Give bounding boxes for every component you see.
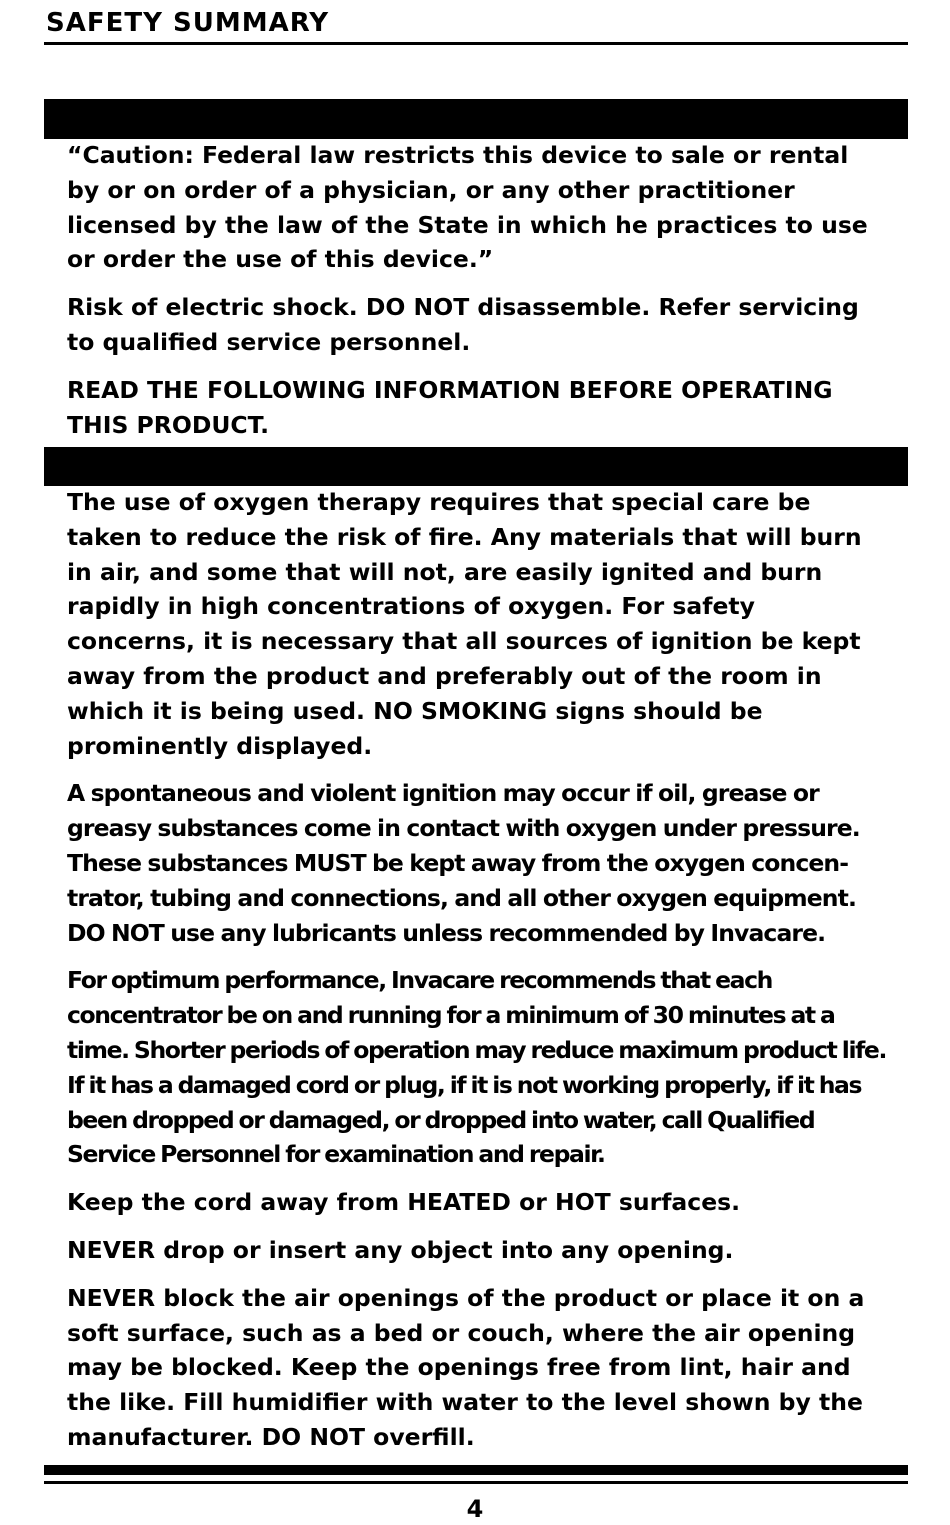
performance-paragraph: For optimum performance, Invacare recommends that each concentrator be on and running for a minimum of 30 minutes at a time. Shorter periods of operation may reduce maximum product life. If it has a damaged cord or plug, if it is not working properly, if it has been dropped or damaged, or dropped into water, call Qualified Service Personnel for examination and repair. <box>67 966 886 1169</box>
ignition-lubricant-paragraph: A spontaneous and violent ignition may occur if oil, grease or greasy substances come in contact with oxygen under pressure. These substances MUST be kept away from the oxygen concen-trator, tubing and connections, and all other oxygen equipment. DO NOT use any lubricants unless recommended by Invacare. <box>67 779 860 947</box>
air-openings-paragraph: NEVER block the air openings of the product or place it on a soft surface, such as a bed or couch, where the air opening may be blocked. Keep the openings free from lint, hair and the like. Fill humidifier with water to the level shown by the manufacturer. DO NOT overfill. <box>67 1283 865 1451</box>
read-before-operating: READ THE FOLLOWING INFORMATION BEFORE OPERATING THIS PRODUCT. <box>67 375 833 439</box>
federal-law-caution: “Caution: Federal law restricts this device to sale or rental by or on order of a physician, or any other practitioner licensed by the law of the State in which he practices to use or order the use of this device.” <box>67 141 868 274</box>
header-rule <box>44 42 908 45</box>
fire-risk-paragraph: The use of oxygen therapy requires that special care be taken to reduce the risk of fire. Any materials that will burn in air, and some that will not, are easily ignited and burn rapidly in high concentrations of oxygen. For safety concerns, it is necessary that all sources of ignition be kept away from the product and preferably out of the room in which it is being used. NO SMOKING signs should be prominently displayed. <box>67 488 862 760</box>
oxygen-safety-section <box>67 485 887 1455</box>
page-header-title: SAFETY SUMMARY <box>46 8 330 38</box>
insert-object-paragraph: NEVER drop or insert any object into any opening. <box>67 1235 734 1264</box>
footer-rule-thin <box>44 1481 908 1484</box>
electric-shock-warning: Risk of electric shock. DO NOT disassemble. Refer servicing to qualified service personnel. <box>67 293 859 356</box>
page-number: 4 <box>466 1495 484 1523</box>
cord-heat-paragraph: Keep the cord away from HEATED or HOT surfaces. <box>67 1188 741 1217</box>
warning-bar-top <box>44 99 908 139</box>
caution-section <box>67 138 887 442</box>
warning-bar-middle <box>44 447 908 486</box>
footer-rule-thick <box>44 1465 908 1475</box>
